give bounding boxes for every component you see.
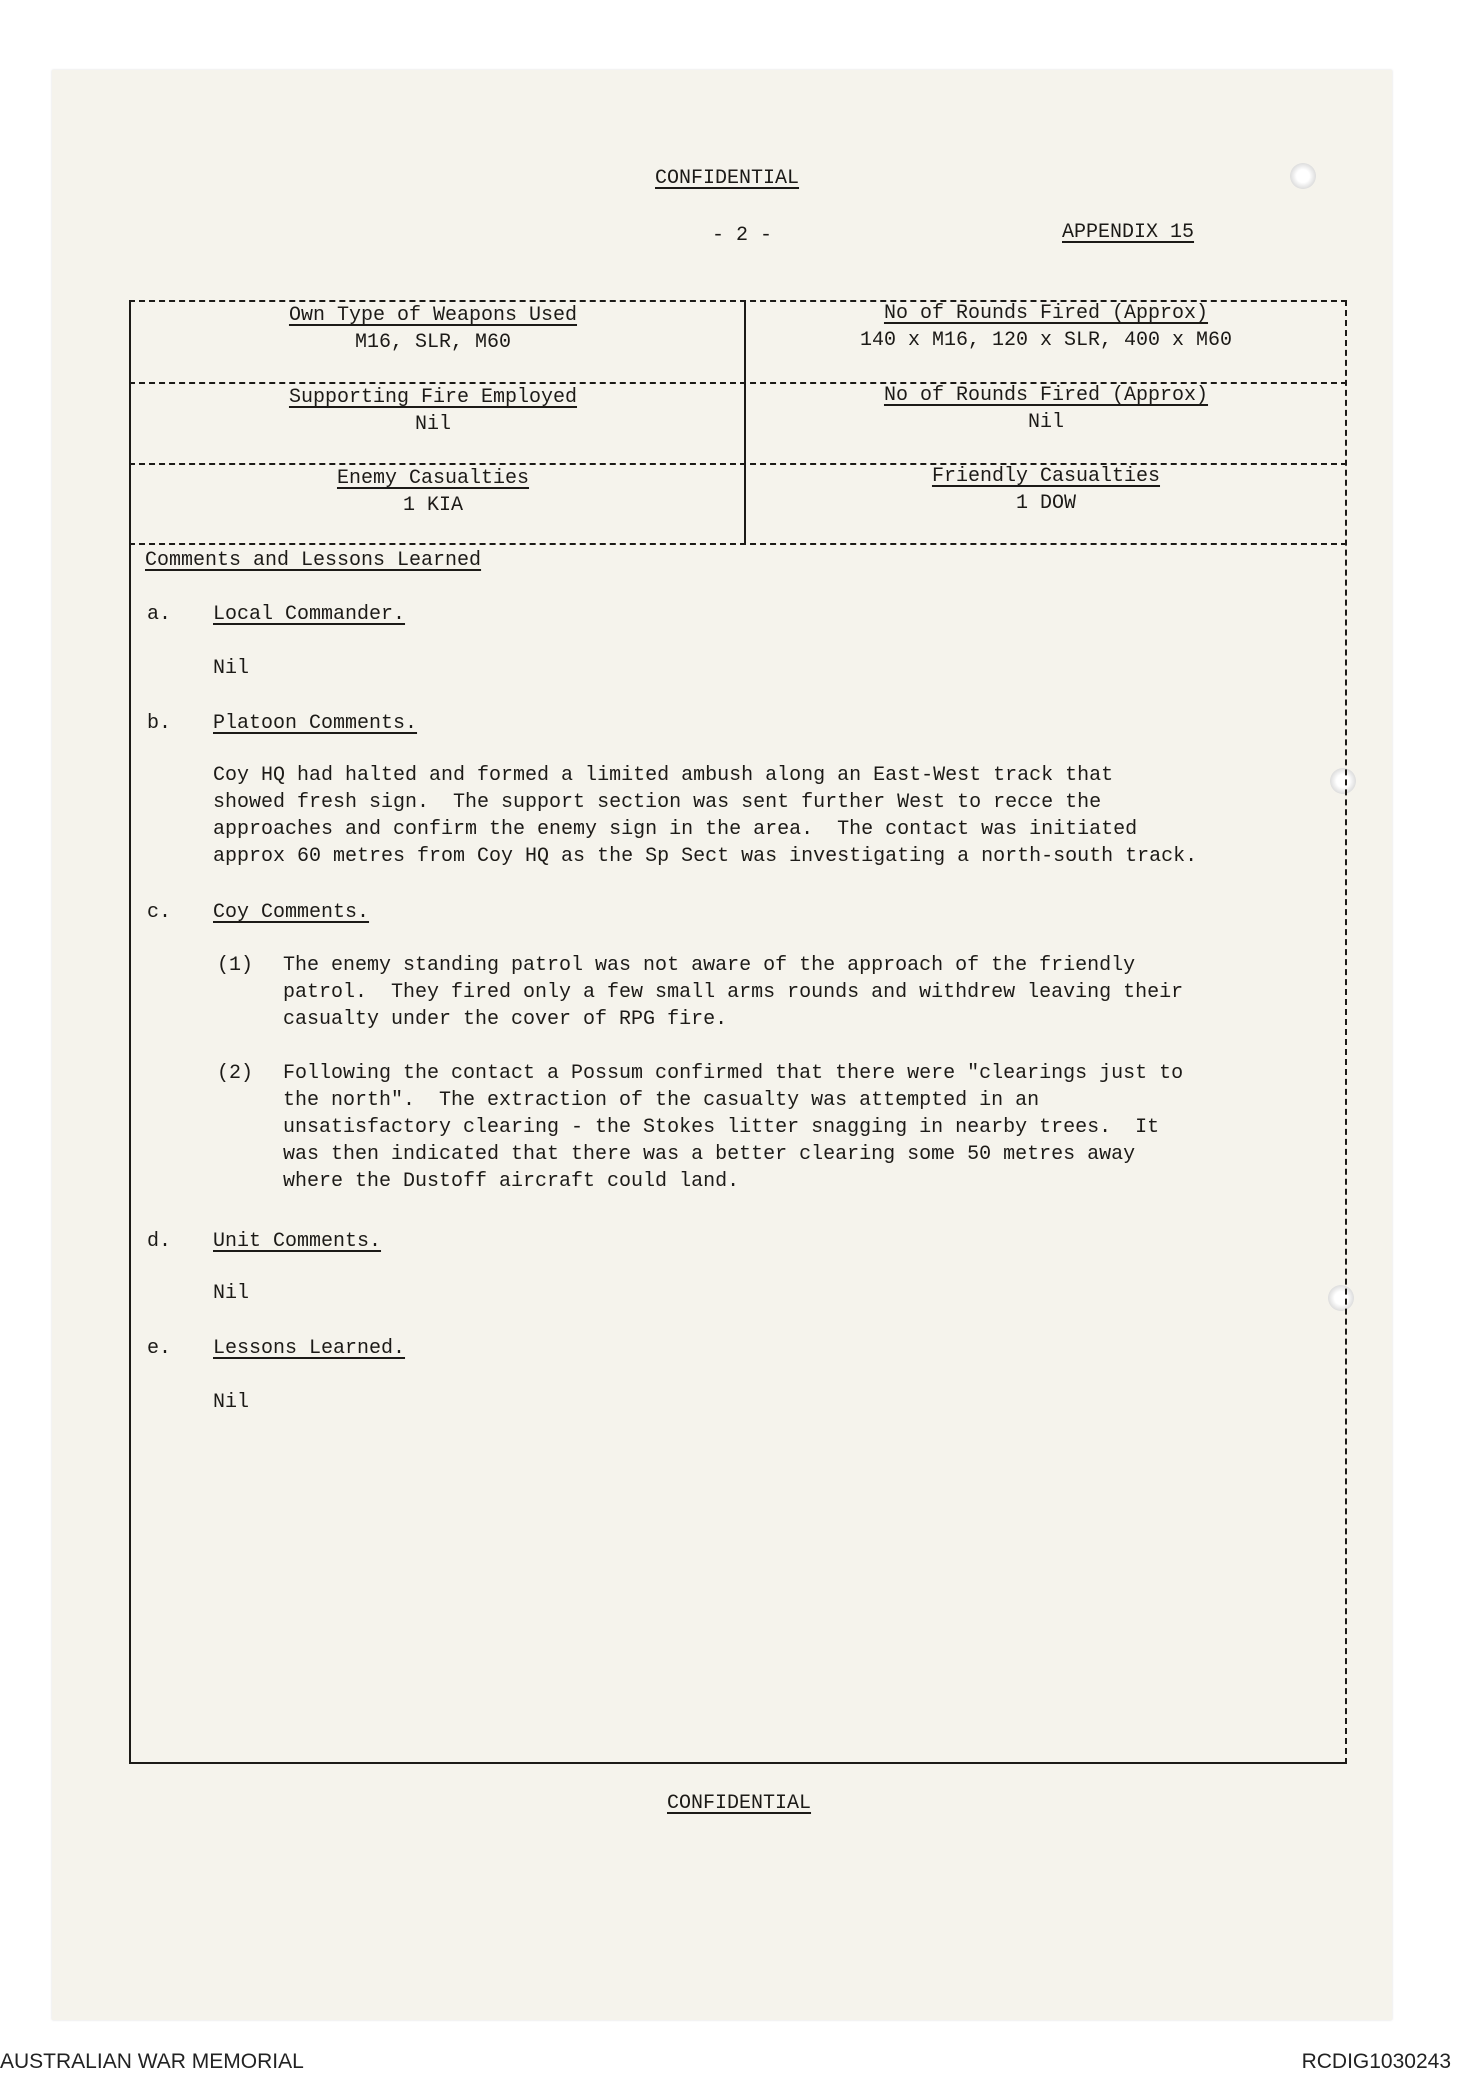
- section-letter: a.: [147, 603, 172, 626]
- weapons-used-cell: [133, 302, 733, 356]
- section-title-platoon-comments: Platoon Comments.: [213, 712, 418, 735]
- section-title-unit-comments: Unit Comments.: [213, 1230, 382, 1253]
- comments-title: Comments and Lessons Learned: [145, 549, 482, 572]
- enemy-casualties-label: Enemy Casualties: [336, 467, 530, 490]
- rounds-fired-label: No of Rounds Fired (Approx): [883, 302, 1209, 325]
- coy-comment-line: the north". The extraction of the casualty was attempted in an: [283, 1089, 1040, 1112]
- appendix-label: APPENDIX 15: [1062, 221, 1195, 244]
- section-letter: d.: [147, 1230, 172, 1253]
- section-letter: e.: [147, 1337, 172, 1360]
- footer-classification: CONFIDENTIAL: [667, 1792, 812, 1815]
- row-divider: [129, 543, 1347, 545]
- local-commander-text: Nil: [213, 657, 250, 680]
- platoon-comments-line: approaches and confirm the enemy sign in the area. The contact was initiated: [213, 818, 1138, 841]
- section-letter: b.: [147, 712, 172, 735]
- rounds-fired-value: 140 x M16, 120 x SLR, 400 x M60: [859, 329, 1233, 352]
- support-rounds-cell: [746, 382, 1346, 436]
- friendly-casualties-label: Friendly Casualties: [931, 465, 1161, 488]
- supporting-fire-cell: [133, 384, 733, 438]
- section-title-coy-comments: Coy Comments.: [213, 901, 370, 924]
- unit-comments-text: Nil: [213, 1282, 250, 1305]
- supporting-fire-label: Supporting Fire Employed: [288, 386, 578, 409]
- coy-comment-line: The enemy standing patrol was not aware of the approach of the friendly: [283, 954, 1136, 977]
- page-number: - 2 -: [712, 224, 773, 247]
- support-rounds-value: Nil: [1027, 411, 1064, 434]
- coy-comment-line: casualty under the cover of RPG fire.: [283, 1008, 728, 1031]
- friendly-casualties-value: 1 DOW: [1015, 492, 1076, 515]
- rounds-fired-cell: [746, 300, 1346, 354]
- section-title-local-commander: Local Commander.: [213, 603, 406, 626]
- weapons-used-value: M16, SLR, M60: [354, 331, 512, 354]
- section-title-lessons-learned: Lessons Learned.: [213, 1337, 406, 1360]
- coy-comment-line: was then indicated that there was a better clearing some 50 metres away: [283, 1143, 1136, 1166]
- weapons-used-label: Own Type of Weapons Used: [288, 304, 578, 327]
- friendly-casualties-cell: [746, 463, 1346, 517]
- source-institution: AUSTRALIAN WAR MEMORIAL: [0, 2050, 304, 2073]
- enemy-casualties-cell: [133, 465, 733, 519]
- support-rounds-label: No of Rounds Fired (Approx): [883, 384, 1209, 407]
- platoon-comments-line: approx 60 metres from Coy HQ as the Sp Sect was investigating a north-south track.: [213, 845, 1198, 868]
- item-number: (1): [217, 954, 254, 977]
- paper-damage-mark: [1290, 163, 1316, 189]
- coy-comment-line: patrol. They fired only a few small arms rounds and withdrew leaving their: [283, 981, 1184, 1004]
- coy-comment-line: unsatisfactory clearing - the Stokes litter snagging in nearby trees. It: [283, 1116, 1160, 1139]
- section-letter: c.: [147, 901, 172, 924]
- platoon-comments-line: Coy HQ had halted and formed a limited ambush along an East-West track that: [213, 764, 1114, 787]
- enemy-casualties-value: 1 KIA: [402, 494, 463, 517]
- header-classification: CONFIDENTIAL: [655, 167, 800, 190]
- platoon-comments-line: showed fresh sign. The support section was sent further West to recce the: [213, 791, 1102, 814]
- source-reference: RCDIG1030243: [1301, 2050, 1451, 2073]
- supporting-fire-value: Nil: [414, 413, 451, 436]
- coy-comment-line: where the Dustoff aircraft could land.: [283, 1170, 740, 1193]
- coy-comment-line: Following the contact a Possum confirmed that there were "clearings just to: [283, 1062, 1184, 1085]
- item-number: (2): [217, 1062, 254, 1085]
- lessons-learned-text: Nil: [213, 1391, 250, 1414]
